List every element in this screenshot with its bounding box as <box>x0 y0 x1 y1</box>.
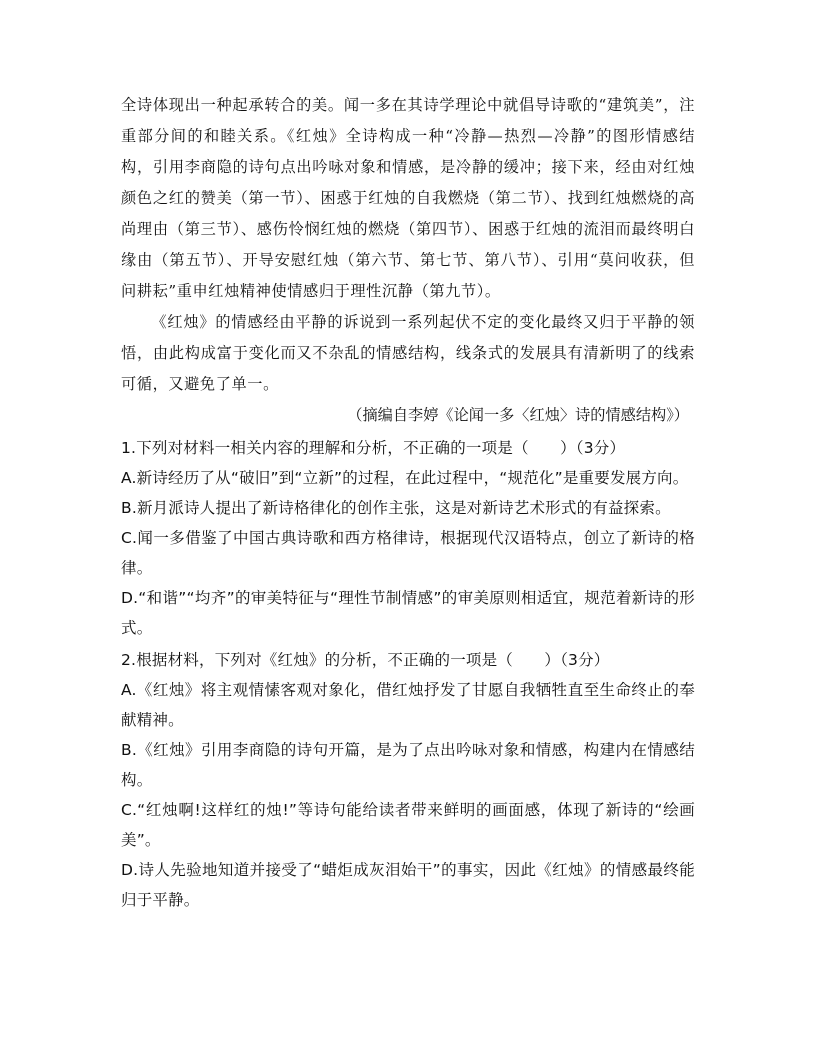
option-c: C.“红烛啊!这样红的烛!”等诗句能给读者带来鲜明的画面感，体现了新诗的“绘画美”。 <box>121 801 695 849</box>
reading-passage <box>121 90 695 400</box>
question-1 <box>121 433 695 643</box>
option-c: C.闻一多借鉴了中国古典诗歌和西方格律诗，根据现代汉语特点，创立了新诗的格律。 <box>121 529 695 577</box>
question-2 <box>121 645 695 915</box>
option-a: A.新诗经历了从“破旧”到“立新”的过程，在此过程中，“规范化”是重要发展方向。 <box>121 469 689 487</box>
option-d: D.“和谐”“均齐”的审美特征与“理性节制情感”的审美原则相适宜，规范着新诗的形式。 <box>121 589 695 637</box>
option-d: D.诗人先验地知道并接受了“蜡炬成灰泪始干”的事实，因此《红烛》的情感最终能归于平静。 <box>121 861 695 909</box>
passage-source: （摘编自李婷《论闻一多〈红烛〉诗的情感结构》） <box>347 406 689 424</box>
document-page <box>121 90 695 915</box>
question-list <box>121 433 695 915</box>
question-stem: 1.下列对材料一相关内容的理解和分析，不正确的一项是（ ）（3分） <box>121 439 626 457</box>
passage-paragraph: 全诗体现出一种起承转合的美。闻一多在其诗学理论中就倡导诗歌的“建筑美”，注重部分间的和睦关系。《红烛》全诗构成一种“冷静—热烈—冷静”的图形情感结构，引用李商隐的诗句点出吟咏对象和情感，是冷静的缓冲；接下来，经由对红烛颜色之红的赞美（第一节）、困惑于红烛的自我燃烧（第二节）、找到红烛燃烧的高尚理由（第三节）、感伤怜悯红烛的燃烧（第四节）、困惑于红烛的流泪而最终明白缘由（第五节）、开导安慰红烛（第六节、第七节、第八节）、引用“莫问收获，但问耕耘”重申红烛精神使情感归于理性沉静（第九节）。 <box>121 96 695 300</box>
option-b: B.新月派诗人提出了新诗格律化的创作主张，这是对新诗艺术形式的有益探索。 <box>121 499 671 517</box>
question-stem: 2.根据材料，下列对《红烛》的分析，不正确的一项是（ ）（3分） <box>121 651 610 669</box>
passage-paragraph: 《红烛》的情感经由平静的诉说到一系列起伏不定的变化最终又归于平静的领悟，由此构成富于变化而又不杂乱的情感结构，线条式的发展具有清新明了的线索可循，又避免了单一。 <box>121 313 695 393</box>
option-b: B.《红烛》引用李商隐的诗句开篇，是为了点出吟咏对象和情感，构建内在情感结构。 <box>121 741 695 789</box>
option-a: A.《红烛》将主观情愫客观对象化，借红烛抒发了甘愿自我牺牲直至生命终止的奉献精神。 <box>121 681 695 729</box>
